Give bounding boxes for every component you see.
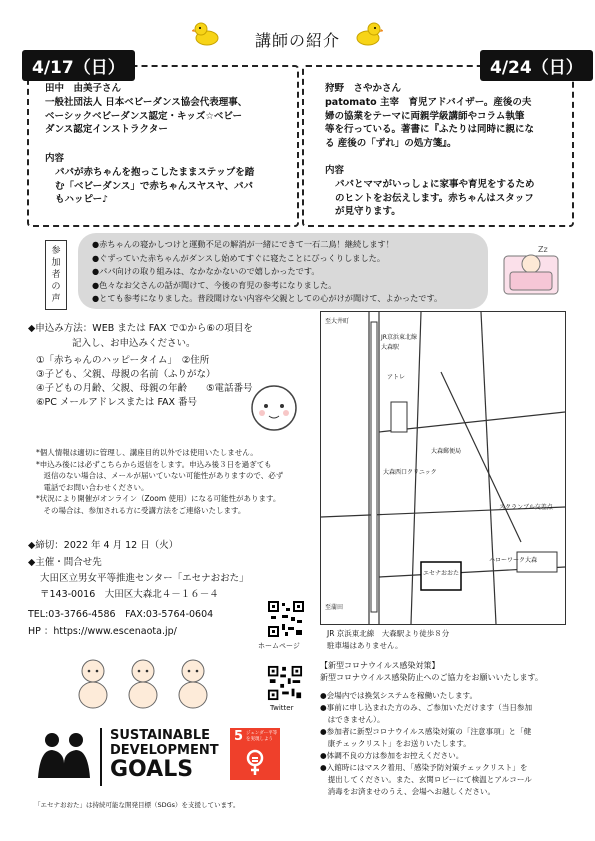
- access-map: [320, 311, 566, 625]
- contact-org: 大田区立男女平等推進センター「エセナおおた」: [40, 573, 249, 584]
- sleeping-baby-icon: [500, 238, 562, 300]
- map-label: エセナおおた: [423, 570, 460, 577]
- svg-text:Zz: Zz: [538, 245, 548, 254]
- gender-equality-icon: [243, 748, 267, 776]
- duck-icon: [355, 20, 383, 46]
- baby-face-icon: [248, 382, 300, 434]
- covid-heading: 【新型コロナウイルス感染対策】: [320, 661, 440, 670]
- map-label: 至蒲田: [325, 604, 344, 611]
- contact-address: 〒143-0016 大田区大森北４－１６－４: [40, 589, 219, 600]
- map-label: スクランブル交差点: [499, 504, 553, 511]
- sdgs-footer: 「エセナおおた」は持続可能な開発目標（SDGs）を支援しています。: [34, 801, 240, 809]
- content-heading: 内容: [325, 165, 345, 176]
- lecturer-desc: 一般社団法人 日本ベビーダンス協会代表理事、 ベーシックベビーダンス認定・キッズ☆ベビー ダンス認定インストラクター: [45, 97, 248, 135]
- page-title: 講師の紹介: [254, 31, 340, 50]
- notes: *個人情報は適切に管理し、講座目的以外では使用いたしません。 *申込み後には必ずこちらから返信をします。申込み後３日を過ぎても 返信のない場合は、メールが届いていない可能性がありますので、必ず 電話でお問い合わせください。 *状況により開催がオンライン（Zoom 使用）になる可能性があります。 その場合は、参加される方に受講方法をご連絡いたします。: [36, 448, 284, 515]
- date-tag-left: 4/17（日）: [22, 50, 135, 81]
- list-item: ●とても参考になりました。普段聞けない内容や父親としての心がけが聞けて、よかったです。: [92, 293, 443, 303]
- list-item: ●赤ちゃんの寝かしつけと運動不足の解消が一緒にできて一石二鳥！継続します！: [92, 239, 394, 249]
- covid-list: ●会場内では換気システムを稼働いたします。 ●事前に申し込まれた方のみ、ご参加いただけます（当日参加 はできません）。 ●参加者に新型コロナウイルス感染対策の「注意事項」と「健 康チェックリスト」をお送りいたします。 ●体調不良の方は参加をお控えください。 ●入館時にはマスク着用、「感染予防対策チェックリスト」を 提出してください。また、玄関ロビーにて検温とアルコール 消毒をお済ませのうえ、会場へお越しください。: [320, 691, 533, 796]
- divider: [100, 728, 102, 786]
- map-roads: [321, 312, 565, 624]
- contact-hp[interactable]: HP ：https://www.escenaota.jp/: [28, 626, 177, 637]
- voices-label: 参加者の声: [45, 240, 67, 310]
- sdgs-logo: SUSTAINABLE DEVELOPMENT GOALS: [110, 728, 219, 782]
- sdg5-badge: 5 ジェンダー平等を実現しよう: [230, 728, 280, 780]
- map-label: アトレ: [387, 374, 406, 381]
- covid-sub: 新型コロナウイルス感染防止へのご協力をお願いいたします。: [320, 673, 543, 682]
- map-caption: JR 京浜東北線 大森駅より徒歩８分: [327, 629, 450, 638]
- list-item: ●ぐずっていた赤ちゃんがダンスし始めてすぐに寝たことにびっくりしました。: [92, 252, 386, 263]
- apply-item: ③子ども、父親、母親の名前（ふりがな）: [36, 369, 216, 380]
- map-label: 至大井町: [325, 318, 350, 325]
- babies-illustration: [68, 655, 218, 711]
- voices-list: [92, 238, 442, 306]
- content-text: パパとママがいっしょに家事や育児をするため のヒントをお伝えします。赤ちゃんはスタッフ が見守ります。: [335, 179, 535, 217]
- apply-item: ①「赤ちゃんのハッピータイム」 ②住所: [36, 355, 210, 366]
- lecturer-name: 狩野 さやかさん: [325, 83, 402, 94]
- contact-tel: TEL:03-3766-4586 FAX:03-5764-0604: [28, 609, 214, 620]
- sdgs-parent-icon: [34, 730, 94, 780]
- map-label: JR京浜東北線: [381, 334, 417, 341]
- content-heading: 内容: [45, 153, 65, 164]
- apply-item: ⑥PC メールアドレスまたは FAX 番号: [36, 397, 198, 408]
- map-label: 大森郵便局: [431, 448, 462, 455]
- map-label: 大森駅: [381, 344, 400, 351]
- qr-label-homepage: ホームページ: [258, 642, 300, 650]
- contact-heading: ◆主催・問合せ先: [28, 557, 102, 568]
- apply-item: ④子どもの月齢、父親、母親の年齢 ⑤電話番号: [36, 383, 253, 394]
- content-text: パパが赤ちゃんを抱っこしたままステップを踏 む「ベビーダンス」で赤ちゃんスヤスヤ、パパ もハッピー♪: [55, 167, 255, 205]
- qr-code-homepage[interactable]: [267, 600, 305, 638]
- lecturer-name: 田中 由美子さん: [45, 83, 122, 94]
- duck-icon: [192, 20, 220, 46]
- map-label: 大森西口クリニック: [383, 469, 437, 476]
- lecturer-desc: patomato 主宰 育児アドバイザー。産後の夫 婦の協業をテーマに両親学級講師やコラム執筆 等を行っている。著書に『ふたりは同時に親にな る 産後の「ずれ」の処方箋』。: [325, 97, 535, 149]
- date-tag-right: 4/24（日）: [480, 50, 593, 81]
- map-caption: 駐車場はありません。: [327, 641, 403, 650]
- apply-heading-2: 記入し、お申込みください。: [72, 338, 196, 349]
- qr-code-twitter[interactable]: [267, 665, 303, 701]
- qr-label-twitter: Twitter: [270, 704, 294, 712]
- apply-heading: ◆申込み方法：WEB または FAX で①から⑥の項目を: [28, 323, 253, 334]
- list-item: ●パパ向けの取り組みは、なかなかないので嬉しかったです。: [92, 266, 320, 276]
- map-label: ハローワーク大森: [489, 557, 538, 564]
- list-item: ●色々なお父さんの話が聞けて、今後の育児の参考になりました。: [92, 279, 337, 290]
- deadline: ◆締切：2022 年 4 月 12 日（火）: [28, 540, 179, 551]
